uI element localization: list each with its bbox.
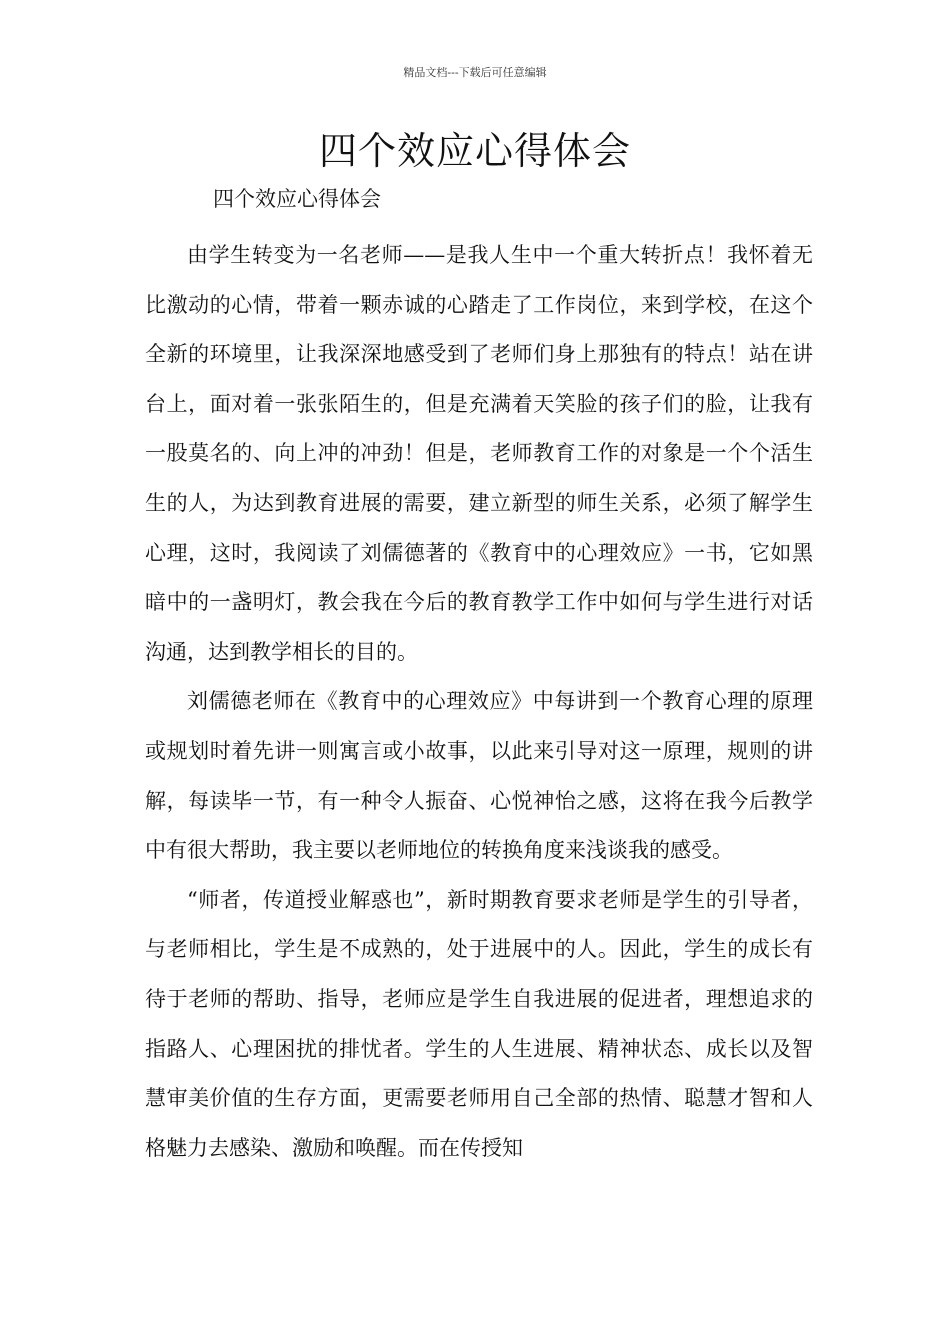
document-title: 四个效应心得体会 bbox=[318, 129, 631, 173]
paragraph-1: 由学生转变为一名老师——是我人生中一个重大转折点！我怀着无比激动的心情，带着一颗赤诚的心踏走了工作岗位，来到学校，在这个全新的环境里，让我深深地感受到了老师们身上那独有的特点！站在讲台上，面对着一张张陌生的，但是充满着天笑脸的孩子们的脸，让我有一股莫名的、向上冲的冲劲！但是，老师教育工作的对象是一个个活生生的人，为达到教育进展的需要，建立新型的师生关系，必须了解学生心理，这时，我阅读了刘儒德著的《教育中的心理效应》一书，它如黑暗中的一盏明灯，教会我在今后的教育教学工作中如何与学生进行对话沟通，达到教学相长的目的。 bbox=[145, 243, 813, 664]
paragraph-3: “师者，传道授业解惑也”，新时期教育要求老师是学生的引导者，与老师相比，学生是不成熟的，处于进展中的人。因此，学生的成长有待于老师的帮助、指导，老师应是学生自我进展的促进者，理想追求的指路人、心理困扰的排忧者。学生的人生进展、精神状态、成长以及智慧审美价值的生存方面，更需要老师用自己全部的热情、聪慧才智和人格魅力去感染、激励和唤醒。而在传授知 bbox=[145, 887, 813, 1160]
paragraph-2: 刘儒德老师在《教育中的心理效应》中每讲到一个教育心理的原理或规划时着先讲一则寓言或小故事，以此来引导对这一原理，规则的讲解，每读毕一节，有一种令人振奋、心悦神怡之感，这将在我今后教学中有很大帮助，我主要以老师地位的转换角度来浅谈我的感受。 bbox=[145, 689, 813, 863]
document-subtitle: 四个效应心得体会 bbox=[213, 187, 381, 211]
header-note: 精品文档---下载后可任意编辑 bbox=[403, 66, 547, 79]
document-body bbox=[145, 231, 813, 1173]
